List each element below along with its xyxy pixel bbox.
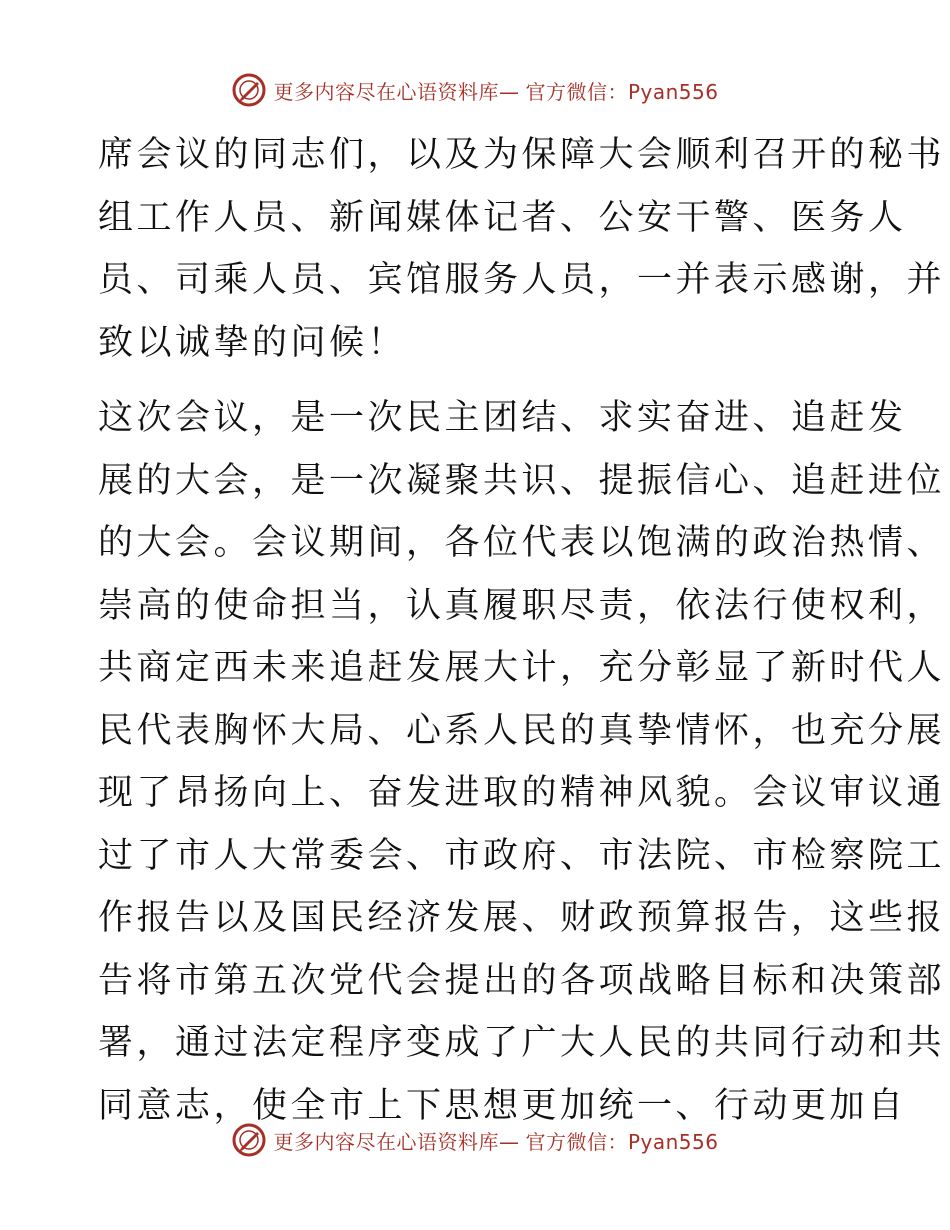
paragraph-1 bbox=[98, 124, 946, 374]
text-line: 作报告以及国民经济发展、财政预算报告，这些报 bbox=[98, 898, 946, 938]
text-line: 员、司乘人员、宾馆服务人员，一并表示感谢，并 bbox=[98, 260, 946, 300]
text-line: 同意志，使全市上下思想更加统一、行动更加自 bbox=[98, 1085, 907, 1126]
footer-banner-contact: 官方微信：Pyan556 bbox=[525, 1129, 719, 1154]
text-line: 致以诚挚的问候！ bbox=[98, 322, 407, 363]
text-line: 现了昂扬向上、奋发进取的精神风貌。会议审议通 bbox=[98, 773, 946, 813]
text-line: 这次会议，是一次民主团结、求实奋进、追赶发 bbox=[98, 398, 907, 438]
text-line: 署，通过法定程序变成了广大人民的共同行动和共 bbox=[98, 1023, 946, 1063]
pen-logo-icon bbox=[231, 1122, 267, 1158]
text-line: 共商定西未来追赶发展大计，充分彰显了新时代人 bbox=[98, 648, 946, 688]
document-body bbox=[98, 124, 946, 1137]
text-line: 席会议的同志们，以及为保障大会顺利召开的秘书 bbox=[98, 135, 946, 175]
text-line: 组工作人员、新闻媒体记者、公安干警、医务人 bbox=[98, 197, 907, 238]
footer-banner bbox=[0, 1120, 950, 1160]
header-banner-text: 更多内容尽在心语资料库— bbox=[273, 79, 520, 104]
header-banner bbox=[0, 70, 950, 110]
text-line: 告将市第五次党代会提出的各项战略目标和决策部 bbox=[98, 960, 946, 1001]
paragraph-2 bbox=[98, 387, 946, 1137]
text-line: 过了市人大常委会、市政府、市法院、市检察院工 bbox=[98, 835, 946, 876]
text-line: 展的大会，是一次凝聚共识、提振信心、追赶进位 bbox=[98, 460, 946, 501]
text-line: 的大会。会议期间，各位代表以饱满的政治热情、 bbox=[98, 523, 946, 563]
footer-banner-text: 更多内容尽在心语资料库— bbox=[273, 1129, 520, 1154]
text-line: 民代表胸怀大局、心系人民的真挚情怀，也充分展 bbox=[98, 710, 946, 751]
pen-logo-icon bbox=[231, 72, 267, 108]
text-line: 崇高的使命担当，认真履职尽责，依法行使权利， bbox=[98, 585, 946, 626]
header-banner-contact: 官方微信：Pyan556 bbox=[525, 79, 719, 104]
